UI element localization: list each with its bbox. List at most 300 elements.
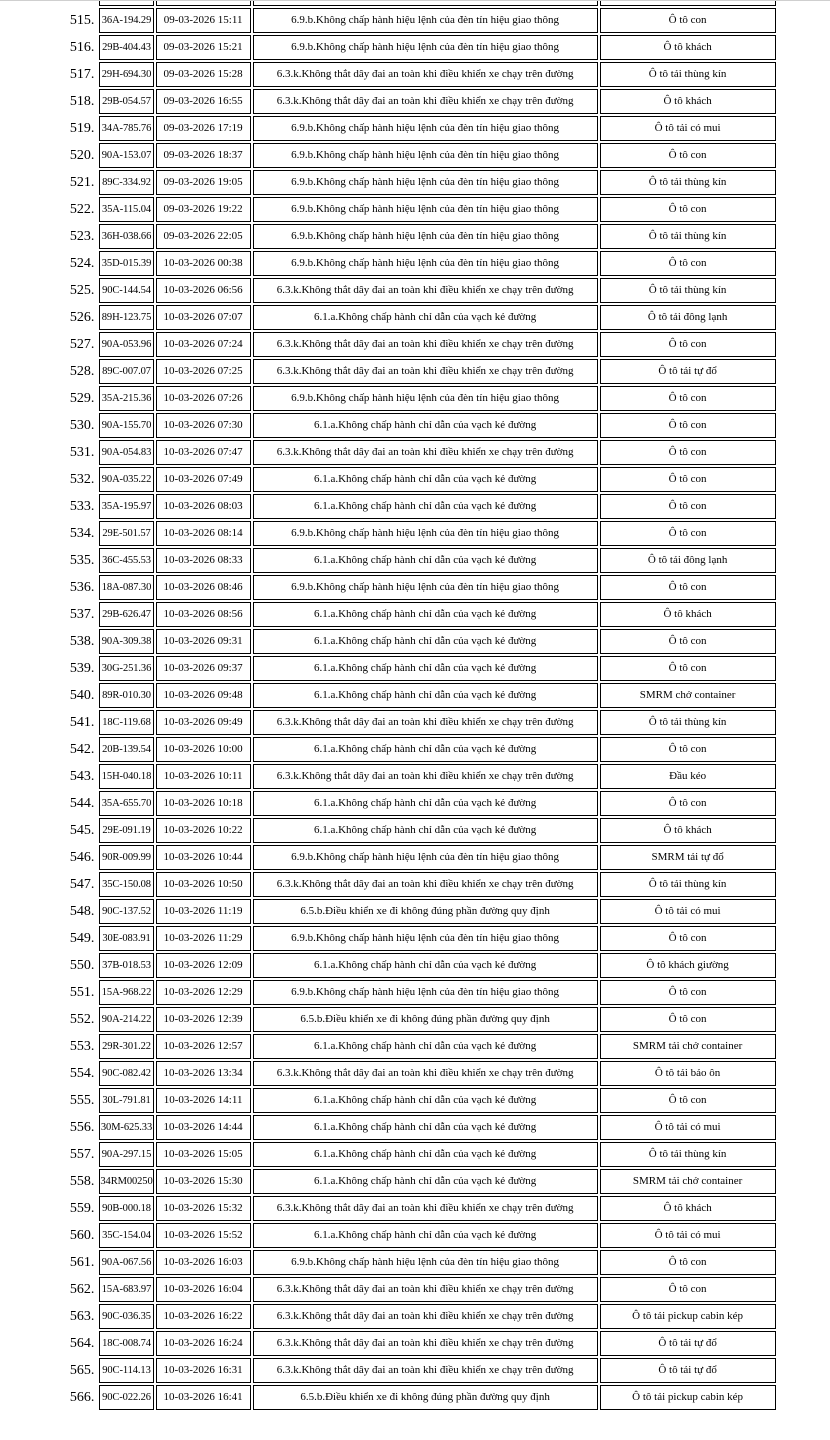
cell-vehicle-type: Ô tô tải có mui <box>600 1223 776 1248</box>
table-row <box>0 575 776 600</box>
cell-vehicle-type: Ô tô tải thùng kín <box>600 710 776 735</box>
cell-violation: 6.3.k.Không thắt dây đai an toàn khi điều khiển xe chạy trên đường <box>253 710 598 735</box>
cell-row-number: 522. <box>0 197 97 222</box>
table-row <box>0 224 776 249</box>
table-row <box>0 386 776 411</box>
cell-violation: 6.3.k.Không thắt dây đai an toàn khi điều khiển xe chạy trên đường <box>253 89 598 114</box>
cell-datetime: 10-03-2026 10:50 <box>156 872 251 897</box>
cell-datetime: 10-03-2026 07:25 <box>156 359 251 384</box>
cell-datetime: 10-03-2026 16:03 <box>156 1250 251 1275</box>
cell-vehicle-type: Ô tô khách giường <box>600 953 776 978</box>
cell-datetime: 10-03-2026 11:19 <box>156 899 251 924</box>
cell-datetime: 10-03-2026 07:26 <box>156 386 251 411</box>
cell-license-plate: 29E-091.19 <box>99 818 153 843</box>
table-row <box>0 332 776 357</box>
cell-vehicle-type: Ô tô tải đông lạnh <box>600 548 776 573</box>
cell-row-number: 560. <box>0 1223 97 1248</box>
cell-datetime: 10-03-2026 09:48 <box>156 683 251 708</box>
table-row <box>0 872 776 897</box>
cell-vehicle-type: Ô tô tải tự đổ <box>600 1358 776 1383</box>
cell-row-number: 519. <box>0 116 97 141</box>
cell-datetime: 10-03-2026 12:29 <box>156 980 251 1005</box>
cell-license-plate: 90A-053.96 <box>99 332 153 357</box>
cell-license-plate: 15H-040.18 <box>99 764 153 789</box>
cell-datetime: 10-03-2026 14:11 <box>156 1088 251 1113</box>
cell-datetime: 10-03-2026 12:57 <box>156 1034 251 1059</box>
cell-violation: 6.9.b.Không chấp hành hiệu lệnh của đèn tín hiệu giao thông <box>253 980 598 1005</box>
cell-datetime: 10-03-2026 08:14 <box>156 521 251 546</box>
cell-violation: 6.1.a.Không chấp hành chỉ dẫn của vạch kẻ đường <box>253 494 598 519</box>
cell-vehicle-type: Ô tô con <box>600 737 776 762</box>
table-row <box>0 602 776 627</box>
cell-datetime: 10-03-2026 16:22 <box>156 1304 251 1329</box>
cell-datetime: 10-03-2026 15:32 <box>156 1196 251 1221</box>
cell-vehicle-type: SMRM tải chở container <box>600 1034 776 1059</box>
cell-license-plate: 35A-215.36 <box>99 386 153 411</box>
cell-datetime: 09-03-2026 15:28 <box>156 62 251 87</box>
cell-datetime: 09-03-2026 19:05 <box>156 170 251 195</box>
cell-vehicle-type: SMRM tải chở container <box>600 1169 776 1194</box>
cell-vehicle-type: SMRM tải tự đổ <box>600 845 776 870</box>
cell-vehicle-type: Ô tô khách <box>600 35 776 60</box>
table-row <box>0 1061 776 1086</box>
cell-row-number: 558. <box>0 1169 97 1194</box>
cell-row-number: 555. <box>0 1088 97 1113</box>
cell-license-plate: 20B-139.54 <box>99 737 153 762</box>
cell-vehicle-type: Ô tô khách <box>600 818 776 843</box>
cell-violation: 6.1.a.Không chấp hành chỉ dẫn của vạch kẻ đường <box>253 818 598 843</box>
cell-violation: 6.3.k.Không thắt dây đai an toàn khi điều khiển xe chạy trên đường <box>253 1277 598 1302</box>
cell-violation: 6.3.k.Không thắt dây đai an toàn khi điều khiển xe chạy trên đường <box>253 1331 598 1356</box>
cell-datetime: 10-03-2026 16:24 <box>156 1331 251 1356</box>
cell-vehicle-type: Ô tô con <box>600 980 776 1005</box>
table-row <box>0 62 776 87</box>
cell-license-plate: 34A-785.76 <box>99 116 153 141</box>
table-row <box>0 656 776 681</box>
cell-datetime: 09-03-2026 22:05 <box>156 224 251 249</box>
cell-violation: 6.1.a.Không chấp hành chỉ dẫn của vạch kẻ đường <box>253 1088 598 1113</box>
cell-vehicle-type: Ô tô con <box>600 926 776 951</box>
table-row <box>0 1250 776 1275</box>
cell-violation: 6.9.b.Không chấp hành hiệu lệnh của đèn tín hiệu giao thông <box>253 170 598 195</box>
cell-license-plate: 30G-251.36 <box>99 656 153 681</box>
table-row <box>0 89 776 114</box>
cell-license-plate: 36C-455.53 <box>99 548 153 573</box>
cell-license-plate: 35D-015.39 <box>99 251 153 276</box>
cell-violation: 6.1.a.Không chấp hành chỉ dẫn của vạch kẻ đường <box>253 791 598 816</box>
cell-license-plate: 35A-195.97 <box>99 494 153 519</box>
cell-vehicle-type: Ô tô con <box>600 1277 776 1302</box>
cell-vehicle-type: Ô tô con <box>600 197 776 222</box>
table-row <box>0 1142 776 1167</box>
cell-row-number: 556. <box>0 1115 97 1140</box>
cell-violation: 6.1.a.Không chấp hành chỉ dẫn của vạch kẻ đường <box>253 1169 598 1194</box>
table-row <box>0 1277 776 1302</box>
table-row <box>0 8 776 33</box>
cell-row-number: 528. <box>0 359 97 384</box>
cell-datetime: 10-03-2026 08:03 <box>156 494 251 519</box>
cell-row-number: 539. <box>0 656 97 681</box>
cell-datetime: 10-03-2026 10:00 <box>156 737 251 762</box>
cell-violation: 6.9.b.Không chấp hành hiệu lệnh của đèn tín hiệu giao thông <box>253 224 598 249</box>
cell-license-plate: 35C-154.04 <box>99 1223 153 1248</box>
cell-violation: 6.5.b.Điều khiển xe đi không đúng phần đường quy định <box>253 1385 598 1410</box>
cell-vehicle-type: Ô tô tải có mui <box>600 899 776 924</box>
cell-vehicle-type: Ô tô con <box>600 467 776 492</box>
cell-violation: 6.9.b.Không chấp hành hiệu lệnh của đèn tín hiệu giao thông <box>253 143 598 168</box>
cell-vehicle-type: Ô tô khách <box>600 1196 776 1221</box>
cell-row-number: 516. <box>0 35 97 60</box>
cell-vehicle-type: SMRM chở container <box>600 683 776 708</box>
cell-vehicle-type: Ô tô tải thùng kín <box>600 170 776 195</box>
cell-datetime: 09-03-2026 18:37 <box>156 143 251 168</box>
cell-datetime: 10-03-2026 08:46 <box>156 575 251 600</box>
table-row <box>0 1385 776 1410</box>
table-row <box>0 845 776 870</box>
cell-license-plate: 18C-119.68 <box>99 710 153 735</box>
cell-violation: 6.3.k.Không thắt dây đai an toàn khi điều khiển xe chạy trên đường <box>253 359 598 384</box>
cell-datetime: 10-03-2026 09:31 <box>156 629 251 654</box>
cell-violation: 6.1.a.Không chấp hành chỉ dẫn của vạch kẻ đường <box>253 683 598 708</box>
cell-violation: 6.9.b.Không chấp hành hiệu lệnh của đèn tín hiệu giao thông <box>253 845 598 870</box>
cell-row-number: 552. <box>0 1007 97 1032</box>
cell-row-number: 553. <box>0 1034 97 1059</box>
cell-vehicle-type: Ô tô con <box>600 8 776 33</box>
table-row <box>0 1115 776 1140</box>
table-row <box>0 710 776 735</box>
cell-vehicle-type: Ô tô con <box>600 1250 776 1275</box>
cell-row-number: 541. <box>0 710 97 735</box>
cell-license-plate: 36A-194.29 <box>99 8 153 33</box>
cell-violation: 6.9.b.Không chấp hành hiệu lệnh của đèn tín hiệu giao thông <box>253 575 598 600</box>
cell-row-number: 546. <box>0 845 97 870</box>
cell-violation: 6.1.a.Không chấp hành chỉ dẫn của vạch kẻ đường <box>253 656 598 681</box>
cell-vehicle-type: Ô tô con <box>600 386 776 411</box>
cell-license-plate: 29B-626.47 <box>99 602 153 627</box>
cell-vehicle-type: Ô tô con <box>600 791 776 816</box>
cell-vehicle-type: Ô tô con <box>600 629 776 654</box>
cell-license-plate: 29E-501.57 <box>99 521 153 546</box>
cell-violation: 6.1.a.Không chấp hành chỉ dẫn của vạch kẻ đường <box>253 953 598 978</box>
table-row <box>0 1007 776 1032</box>
table-row <box>0 251 776 276</box>
cell-license-plate: 18C-008.74 <box>99 1331 153 1356</box>
table-row <box>0 278 776 303</box>
table-row <box>0 926 776 951</box>
cell-violation: 6.9.b.Không chấp hành hiệu lệnh của đèn tín hiệu giao thông <box>253 197 598 222</box>
cell-row-number: 527. <box>0 332 97 357</box>
cell-datetime: 10-03-2026 15:05 <box>156 1142 251 1167</box>
cell-datetime: 09-03-2026 17:19 <box>156 116 251 141</box>
cell-license-plate: 89H-123.75 <box>99 305 153 330</box>
cell-vehicle-type: Ô tô con <box>600 440 776 465</box>
cell-vehicle-type: Ô tô tải pickup cabin kép <box>600 1304 776 1329</box>
cell-datetime: 10-03-2026 15:30 <box>156 1169 251 1194</box>
cell-vehicle-type: Ô tô tải thùng kín <box>600 872 776 897</box>
cell-row-number: 565. <box>0 1358 97 1383</box>
cell-vehicle-type: Ô tô con <box>600 1007 776 1032</box>
cell-license-plate: 90A-214.22 <box>99 1007 153 1032</box>
cell-row-number: 535. <box>0 548 97 573</box>
cell-vehicle-type: Ô tô tải pickup cabin kép <box>600 1385 776 1410</box>
cell-vehicle-type: Ô tô tải thùng kín <box>600 1142 776 1167</box>
cell-datetime: 10-03-2026 12:09 <box>156 953 251 978</box>
cell-row-number: 536. <box>0 575 97 600</box>
cell-row-number: 526. <box>0 305 97 330</box>
cell-row-number: 532. <box>0 467 97 492</box>
cell-datetime: 10-03-2026 13:34 <box>156 1061 251 1086</box>
table-row <box>0 737 776 762</box>
cell-vehicle-type: Ô tô con <box>600 251 776 276</box>
table-row <box>0 548 776 573</box>
cell-license-plate: 30L-791.81 <box>99 1088 153 1113</box>
table-row <box>0 305 776 330</box>
cell-row-number: 515. <box>0 8 97 33</box>
cell-license-plate: 90R-009.99 <box>99 845 153 870</box>
cell-vehicle-type: Ô tô con <box>600 521 776 546</box>
cell-violation: 6.1.a.Không chấp hành chỉ dẫn của vạch kẻ đường <box>253 737 598 762</box>
cell-violation: 6.9.b.Không chấp hành hiệu lệnh của đèn tín hiệu giao thông <box>253 35 598 60</box>
cell-violation: 6.1.a.Không chấp hành chỉ dẫn của vạch kẻ đường <box>253 1034 598 1059</box>
table-row <box>0 1088 776 1113</box>
table-row <box>0 143 776 168</box>
cell-vehicle-type: Ô tô con <box>600 332 776 357</box>
cell-license-plate: 35A-115.04 <box>99 197 153 222</box>
cell-license-plate: 34RM00250 <box>99 1169 153 1194</box>
cell-datetime: 10-03-2026 14:44 <box>156 1115 251 1140</box>
cell-row-number: 534. <box>0 521 97 546</box>
cell-license-plate: 90C-137.52 <box>99 899 153 924</box>
cell-license-plate: 89R-010.30 <box>99 683 153 708</box>
table-row <box>0 170 776 195</box>
cell-datetime: 10-03-2026 16:04 <box>156 1277 251 1302</box>
table-row <box>0 116 776 141</box>
cell-violation: 6.3.k.Không thắt dây đai an toàn khi điều khiển xe chạy trên đường <box>253 1061 598 1086</box>
cell-row-number: 559. <box>0 1196 97 1221</box>
cell-datetime: 10-03-2026 00:38 <box>156 251 251 276</box>
cell-license-plate: 18A-087.30 <box>99 575 153 600</box>
cell-violation: 6.9.b.Không chấp hành hiệu lệnh của đèn tín hiệu giao thông <box>253 926 598 951</box>
cell-vehicle-type: Ô tô khách <box>600 89 776 114</box>
cell-row-number: 533. <box>0 494 97 519</box>
cell-vehicle-type: Ô tô tải tự đổ <box>600 1331 776 1356</box>
cell-datetime: 10-03-2026 10:22 <box>156 818 251 843</box>
cell-vehicle-type: Ô tô tải thùng kín <box>600 278 776 303</box>
cell-row-number: 548. <box>0 899 97 924</box>
cell-violation: 6.1.a.Không chấp hành chỉ dẫn của vạch kẻ đường <box>253 1115 598 1140</box>
cell-datetime: 10-03-2026 06:56 <box>156 278 251 303</box>
cell-datetime: 10-03-2026 07:30 <box>156 413 251 438</box>
cell-datetime: 10-03-2026 07:24 <box>156 332 251 357</box>
cell-row-number: 538. <box>0 629 97 654</box>
cell-vehicle-type: Ô tô tải có mui <box>600 116 776 141</box>
cell-license-plate: 37B-018.53 <box>99 953 153 978</box>
cell-violation: 6.3.k.Không thắt dây đai an toàn khi điều khiển xe chạy trên đường <box>253 872 598 897</box>
cell-vehicle-type: Ô tô khách <box>600 602 776 627</box>
cell-vehicle-type: Ô tô tải đông lạnh <box>600 305 776 330</box>
cell-row-number: 561. <box>0 1250 97 1275</box>
cell-row-number: 544. <box>0 791 97 816</box>
cell-license-plate: 15A-968.22 <box>99 980 153 1005</box>
cell-violation: 6.3.k.Không thắt dây đai an toàn khi điều khiển xe chạy trên đường <box>253 1304 598 1329</box>
cell-row-number: 531. <box>0 440 97 465</box>
cell-vehicle-type: Ô tô tải tự đổ <box>600 359 776 384</box>
table-row <box>0 818 776 843</box>
cell-datetime: 10-03-2026 15:52 <box>156 1223 251 1248</box>
cell-datetime: 10-03-2026 08:33 <box>156 548 251 573</box>
cell-license-plate: 90C-144.54 <box>99 278 153 303</box>
cell-vehicle-type: Ô tô con <box>600 656 776 681</box>
table-row <box>0 764 776 789</box>
cell-license-plate: 15A-683.97 <box>99 1277 153 1302</box>
cell-row-number: 529. <box>0 386 97 411</box>
cell-datetime: 10-03-2026 10:11 <box>156 764 251 789</box>
cell-license-plate: 90A-067.56 <box>99 1250 153 1275</box>
cell-row-number: 521. <box>0 170 97 195</box>
table-row <box>0 1304 776 1329</box>
cell-license-plate: 90A-297.15 <box>99 1142 153 1167</box>
cell-vehicle-type: Ô tô con <box>600 575 776 600</box>
cell-row-number: 545. <box>0 818 97 843</box>
cell-violation: 6.1.a.Không chấp hành chỉ dẫn của vạch kẻ đường <box>253 467 598 492</box>
cell-row-number: 550. <box>0 953 97 978</box>
cell-datetime: 09-03-2026 15:11 <box>156 8 251 33</box>
cell-violation: 6.9.b.Không chấp hành hiệu lệnh của đèn tín hiệu giao thông <box>253 521 598 546</box>
cell-datetime: 10-03-2026 09:37 <box>156 656 251 681</box>
cell-license-plate: 30M-625.33 <box>99 1115 153 1140</box>
table-row <box>0 197 776 222</box>
cell-license-plate: 36H-038.66 <box>99 224 153 249</box>
cell-vehicle-type: Ô tô tải thùng kín <box>600 224 776 249</box>
table-row <box>0 1331 776 1356</box>
cell-row-number: 537. <box>0 602 97 627</box>
table-row <box>0 521 776 546</box>
cell-row-number: 542. <box>0 737 97 762</box>
cell-row-number: 551. <box>0 980 97 1005</box>
cell-datetime: 10-03-2026 12:39 <box>156 1007 251 1032</box>
cell-datetime: 10-03-2026 10:18 <box>156 791 251 816</box>
cell-vehicle-type: Ô tô tải có mui <box>600 1115 776 1140</box>
cell-license-plate: 90C-082.42 <box>99 1061 153 1086</box>
cell-violation: 6.3.k.Không thắt dây đai an toàn khi điều khiển xe chạy trên đường <box>253 332 598 357</box>
cell-row-number: 564. <box>0 1331 97 1356</box>
cell-license-plate: 90C-036.35 <box>99 1304 153 1329</box>
table-row <box>0 953 776 978</box>
cell-license-plate: 35A-655.70 <box>99 791 153 816</box>
cell-vehicle-type: Ô tô tải bảo ôn <box>600 1061 776 1086</box>
cell-datetime: 10-03-2026 09:49 <box>156 710 251 735</box>
cell-row-number: 563. <box>0 1304 97 1329</box>
table-row <box>0 629 776 654</box>
cell-datetime: 10-03-2026 10:44 <box>156 845 251 870</box>
cell-license-plate: 90B-000.18 <box>99 1196 153 1221</box>
table-row <box>0 899 776 924</box>
cell-vehicle-type: Ô tô con <box>600 413 776 438</box>
cell-violation: 6.1.a.Không chấp hành chỉ dẫn của vạch kẻ đường <box>253 305 598 330</box>
cell-row-number: 530. <box>0 413 97 438</box>
cell-row-number: 525. <box>0 278 97 303</box>
table-row <box>0 467 776 492</box>
cell-row-number: 566. <box>0 1385 97 1410</box>
cell-violation: 6.5.b.Điều khiển xe đi không đúng phần đường quy định <box>253 899 598 924</box>
cell-license-plate: 29B-404.43 <box>99 35 153 60</box>
table-row <box>0 413 776 438</box>
cell-violation: 6.5.b.Điều khiển xe đi không đúng phần đường quy định <box>253 1007 598 1032</box>
cell-row-number: 562. <box>0 1277 97 1302</box>
cell-violation: 6.9.b.Không chấp hành hiệu lệnh của đèn tín hiệu giao thông <box>253 386 598 411</box>
cell-license-plate: 29R-301.22 <box>99 1034 153 1059</box>
cell-datetime: 10-03-2026 07:47 <box>156 440 251 465</box>
cell-license-plate: 90A-155.70 <box>99 413 153 438</box>
cell-license-plate: 89C-334.92 <box>99 170 153 195</box>
table-row <box>0 1169 776 1194</box>
cell-violation: 6.3.k.Không thắt dây đai an toàn khi điều khiển xe chạy trên đường <box>253 764 598 789</box>
cell-datetime: 10-03-2026 16:31 <box>156 1358 251 1383</box>
cell-violation: 6.3.k.Không thắt dây đai an toàn khi điều khiển xe chạy trên đường <box>253 1358 598 1383</box>
cell-violation: 6.1.a.Không chấp hành chỉ dẫn của vạch kẻ đường <box>253 629 598 654</box>
cell-datetime: 10-03-2026 08:56 <box>156 602 251 627</box>
cell-violation: 6.3.k.Không thắt dây đai an toàn khi điều khiển xe chạy trên đường <box>253 440 598 465</box>
cell-datetime: 09-03-2026 15:21 <box>156 35 251 60</box>
cell-license-plate: 90C-022.26 <box>99 1385 153 1410</box>
cell-violation: 6.3.k.Không thắt dây đai an toàn khi điều khiển xe chạy trên đường <box>253 278 598 303</box>
cell-datetime: 10-03-2026 07:07 <box>156 305 251 330</box>
table-row <box>0 683 776 708</box>
cell-violation: 6.9.b.Không chấp hành hiệu lệnh của đèn tín hiệu giao thông <box>253 251 598 276</box>
cell-violation: 6.1.a.Không chấp hành chỉ dẫn của vạch kẻ đường <box>253 1223 598 1248</box>
cell-violation: 6.9.b.Không chấp hành hiệu lệnh của đèn tín hiệu giao thông <box>253 116 598 141</box>
cell-row-number: 520. <box>0 143 97 168</box>
cell-row-number: 543. <box>0 764 97 789</box>
cell-row-number: 547. <box>0 872 97 897</box>
cell-violation: 6.9.b.Không chấp hành hiệu lệnh của đèn tín hiệu giao thông <box>253 8 598 33</box>
cell-row-number: 518. <box>0 89 97 114</box>
cell-license-plate: 90A-153.07 <box>99 143 153 168</box>
cell-vehicle-type: Ô tô tải thùng kín <box>600 62 776 87</box>
cell-license-plate: 90A-054.83 <box>99 440 153 465</box>
cell-row-number: 523. <box>0 224 97 249</box>
cell-vehicle-type: Đầu kéo <box>600 764 776 789</box>
cell-violation: 6.1.a.Không chấp hành chỉ dẫn của vạch kẻ đường <box>253 602 598 627</box>
table-row <box>0 1034 776 1059</box>
cell-row-number: 540. <box>0 683 97 708</box>
table-row <box>0 494 776 519</box>
cell-license-plate: 29H-694.30 <box>99 62 153 87</box>
cell-license-plate: 30E-083.91 <box>99 926 153 951</box>
cell-license-plate: 90A-309.38 <box>99 629 153 654</box>
cell-datetime: 09-03-2026 19:22 <box>156 197 251 222</box>
cell-row-number: 557. <box>0 1142 97 1167</box>
cell-vehicle-type: Ô tô con <box>600 1088 776 1113</box>
table-row <box>0 791 776 816</box>
cell-license-plate: 89C-007.07 <box>99 359 153 384</box>
table-row <box>0 35 776 60</box>
cell-violation: 6.3.k.Không thắt dây đai an toàn khi điều khiển xe chạy trên đường <box>253 1196 598 1221</box>
cell-violation: 6.9.b.Không chấp hành hiệu lệnh của đèn tín hiệu giao thông <box>253 1250 598 1275</box>
cell-row-number: 554. <box>0 1061 97 1086</box>
table-row <box>0 980 776 1005</box>
table-row <box>0 1196 776 1221</box>
cell-license-plate: 90C-114.13 <box>99 1358 153 1383</box>
cell-datetime: 10-03-2026 07:49 <box>156 467 251 492</box>
cell-datetime: 09-03-2026 16:55 <box>156 89 251 114</box>
cell-row-number: 549. <box>0 926 97 951</box>
cell-violation: 6.1.a.Không chấp hành chỉ dẫn của vạch kẻ đường <box>253 413 598 438</box>
cell-vehicle-type: Ô tô con <box>600 143 776 168</box>
cell-datetime: 10-03-2026 16:41 <box>156 1385 251 1410</box>
cell-datetime: 10-03-2026 11:29 <box>156 926 251 951</box>
cell-license-plate: 90A-035.22 <box>99 467 153 492</box>
